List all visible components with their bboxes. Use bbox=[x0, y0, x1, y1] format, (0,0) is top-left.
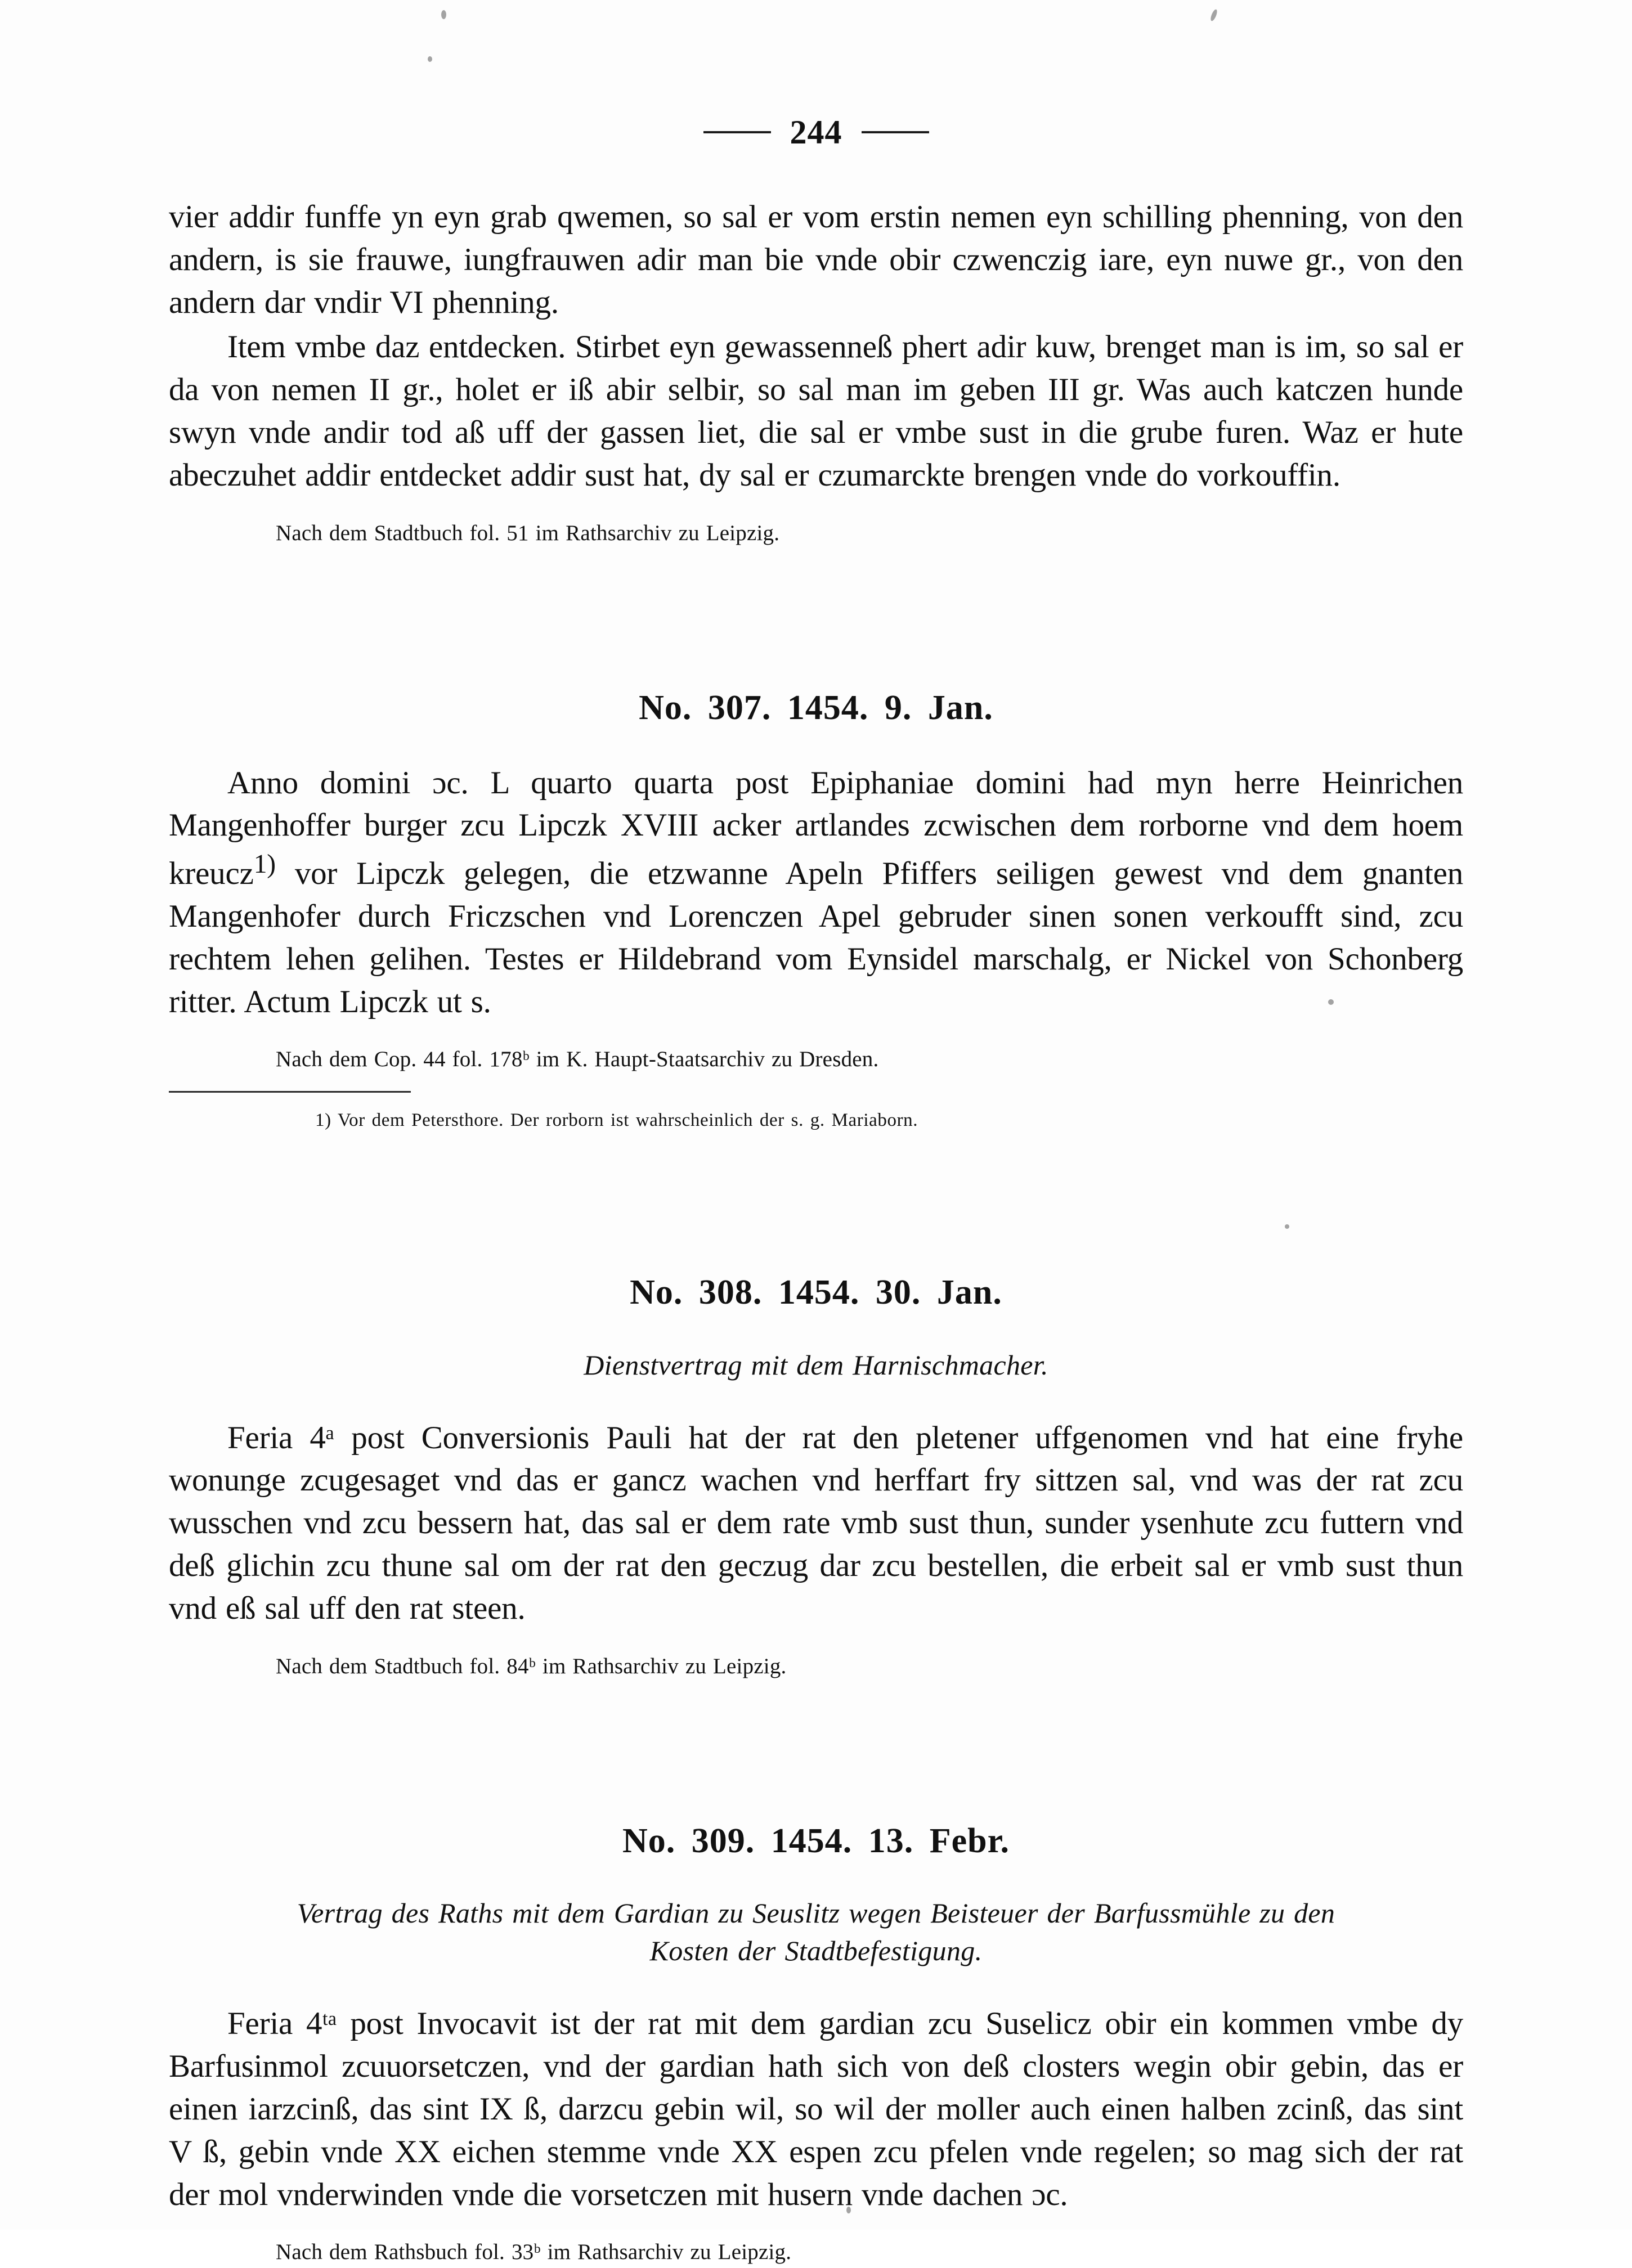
header-rule-left-icon bbox=[703, 131, 771, 133]
spacer bbox=[169, 729, 1463, 762]
entry-body-308: Feria 4ᵃ post Conversionis Pauli hat der rat den pletener uffgenomen vnd hat eine fryhe wonunge zcugesaget vnd das er gancz wachen vnd herffart fry sittzen sal, vnd was der rat zcu wusschen vnd zcu bessern hat, das sal er dem rate vmb sust thun, sunder ysenhute zcu futtern vnd deß glichin zcu thune sal om der rat den geczug dar zcu bestellen, die erbeit sal er vmb sust thun vnd eß sal uff den rat steen. bbox=[169, 1420, 1463, 1626]
entry-subtitle-308: Dienstvertrag mit dem Harnischmacher. bbox=[584, 1349, 1048, 1381]
scan-speck bbox=[441, 10, 446, 19]
source-note-309: Nach dem Rathsbuch fol. 33ᵇ im Rathsarchiv zu Leipzig. bbox=[276, 2240, 792, 2265]
spacer bbox=[169, 1314, 1463, 1346]
continued-paragraph-1: vier addir funffe yn eyn grab qwemen, so sal er vom erstin nemen eyn schilling phenning, von den andern, is sie frauwe, iungfrauwen adir man bie vnde obir czwenczig iare, eyn nuwe gr., von den andern dar vndir VI phenning. bbox=[169, 199, 1463, 320]
spacer bbox=[169, 1682, 1463, 1820]
page-content bbox=[169, 113, 1463, 2268]
continued-paragraph-2: Item vmbe daz entdecken. Stirbet eyn gewassenneß phert adir kuw, brenget man is im, so sal er da von nemen II gr., holet er iß abir selbir, so sal man im geben III gr. Was auch katczen hunde swyn vnde andir tod aß uff der gassen liet, die sal er vmbe sust in die grube furen. Waz er hute abeczuhet addir entdecket addir sust hat, dy sal er czumarckte brengen vnde do vorkouffin. bbox=[169, 329, 1463, 493]
page-number: 244 bbox=[790, 114, 842, 151]
footnote-307: 1) Vor dem Petersthore. Der rorborn ist wahrscheinlich der s. g. Mariaborn. bbox=[315, 1110, 918, 1130]
entry-subtitle-309-line1: Vertrag des Raths mit dem Gardian zu Seuslitz wegen Beisteuer der Barfussmühle zu den bbox=[297, 1897, 1335, 1929]
spacer bbox=[169, 549, 1463, 687]
scan-speck bbox=[428, 56, 432, 62]
entry-body-309: Feria 4ᵗᵃ post Invocavit ist der rat mit dem gardian zcu Suselicz obir ein kommen vmbe dy Barfusinmol zcuuorsetczen, vnd der gardian hath sich von deß closters wegin obir gebin, das er einen iarzcinß, das sint IX ß, darzcu gebin wil, so wil der moller auch einen halben zcinß, das sint V ß, gebin vnde XX eichen stemme vnde XX espen zcu pfelen vnde regelen; so mag sich der rat der mol vnderwinden vnde die vorsetczen mit husern vnde dachen ɔc. bbox=[169, 2006, 1463, 2212]
header-rule-right-icon bbox=[862, 131, 929, 133]
source-note-continued: Nach dem Stadtbuch fol. 51 im Rathsarchiv zu Leipzig. bbox=[276, 520, 780, 545]
entry-heading-307: No. 307. 1454. 9. Jan. bbox=[639, 689, 993, 727]
spacer bbox=[169, 1133, 1463, 1272]
page-header bbox=[169, 113, 1463, 152]
footnote-separator-icon bbox=[169, 1091, 411, 1093]
entry-heading-309: No. 309. 1454. 13. Febr. bbox=[622, 1822, 1010, 1861]
spacer bbox=[169, 1862, 1463, 1894]
spacer bbox=[169, 1970, 1463, 2002]
scan-speck bbox=[1209, 8, 1218, 21]
source-note-308: Nach dem Stadtbuch fol. 84ᵇ im Rathsarchiv zu Leipzig. bbox=[276, 1654, 787, 1678]
spacer bbox=[169, 1384, 1463, 1417]
entry-body-307: Anno domini ɔc. L quarto quarta post Epiphaniae domini had myn herre Heinrichen Mangenhoffer burger zcu Lipczk XVIII acker artlandes zcwischen dem rorborne vnd dem hoem kreucz$^{1)}$ vor Lipczk gelegen, die etzwanne Apeln Pfiffers seiligen gewest vnd dem gnanten Mangenhofer durch Friczschen vnd Lorenczen Apel gebruder sinen sonen verkoufft sind, zcu rechtem lehen gelihen. Testes er Hildebrand vom Eynsidel marschalg, er Nickel von Schonberg ritter. Actum Lipczk ut s. bbox=[169, 765, 1463, 1020]
entry-heading-308: No. 308. 1454. 30. Jan. bbox=[630, 1273, 1002, 1312]
entry-subtitle-309-line2: Kosten der Stadtbefestigung. bbox=[649, 1935, 983, 1967]
source-note-307: Nach dem Cop. 44 fol. 178ᵇ im K. Haupt-Staatsarchiv zu Dresden. bbox=[276, 1047, 879, 1072]
